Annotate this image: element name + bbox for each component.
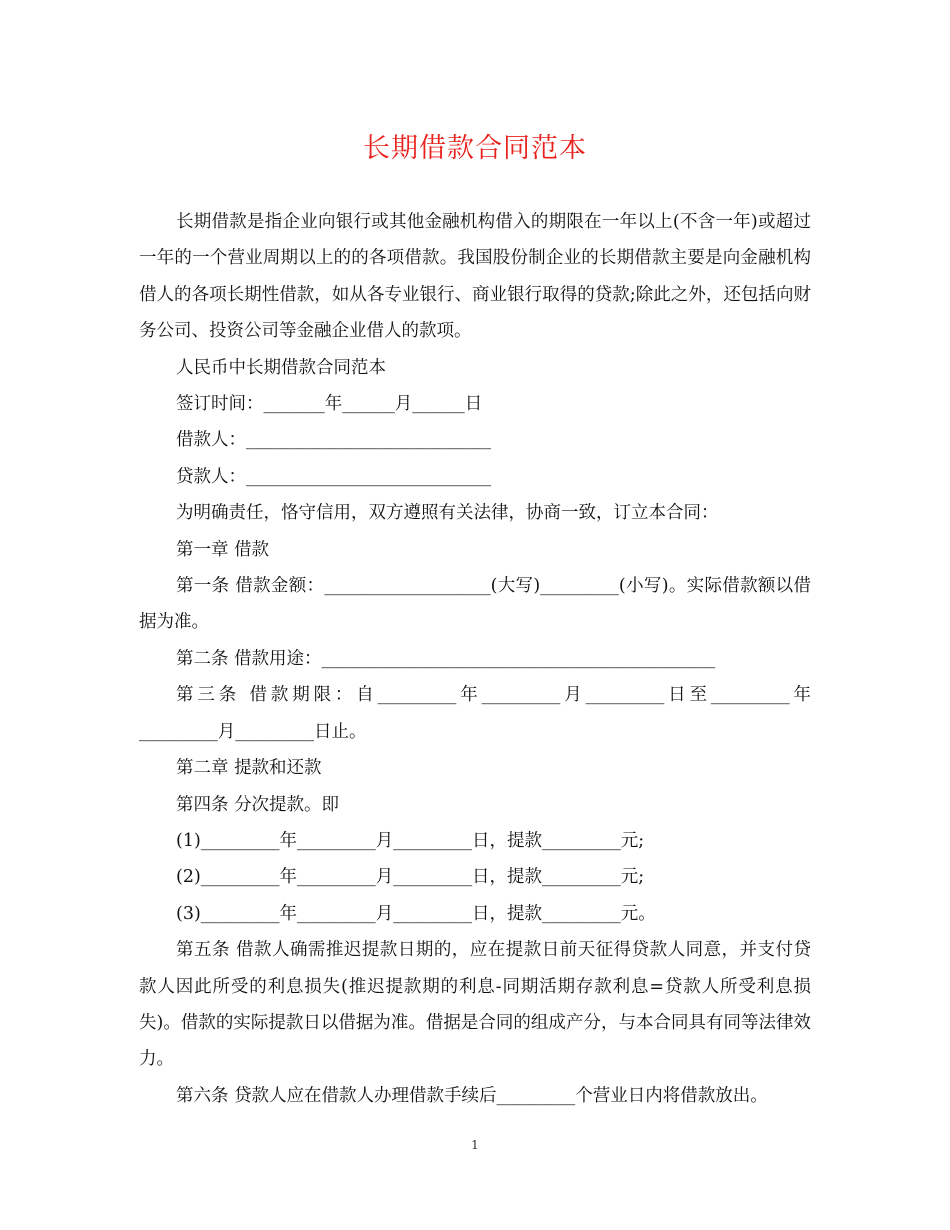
withdrawal-item-1: (1)_________年_________月_________日，提款_________元; [176,830,645,851]
borrower-line: 借款人：____________________________ [176,430,491,451]
article-1: 第一条 借款金额：___________________(大写)_________(小写)。实际借款额以借据为准。 [139,576,811,633]
chapter-2-heading: 第二章 提款和还款 [176,758,322,779]
withdrawal-item-2: (2)_________年_________月_________日，提款_________元; [176,867,645,888]
lender-line: 贷款人：____________________________ [176,466,491,487]
signing-date-line: 签订时间：_______年______月______日 [176,394,483,415]
withdrawal-item-3: (3)_________年_________月_________日，提款_________元。 [176,903,656,924]
page-number: 1 [471,1138,479,1152]
preamble: 为明确责任，恪守信用，双方遵照有关法律，协商一致，订立本合同： [176,503,719,524]
article-2: 第二条 借款用途：_____________________________________________ [176,648,716,669]
document-body [139,204,811,1114]
contract-name: 人民币中长期借款合同范本 [176,357,386,378]
chapter-1-heading: 第一章 借款 [176,539,270,560]
article-6: 第六条 贷款人应在借款人办理借款手续后_________个营业日内将借款放出。 [176,1085,768,1106]
article-4: 第四条 分次提款。即 [176,794,340,815]
intro-paragraph: 长期借款是指企业向银行或其他金融机构借入的期限在一年以上(不含一年)或超过一年的一个营业周期以上的的各项借款。我国股份制企业的长期借款主要是向金融机构借人的各项长期性借款，如从各专业银行、商业银行取得的贷款;除此之外，还包括向财务公司、投资公司等金融企业借人的款项。 [139,212,811,342]
article-3: 第三条 借款期限：自_________年_________月_________日至_________年_________月_________日止。 [139,685,811,742]
article-5: 第五条 借款人确需推迟提款日期的，应在提款日前天征得贷款人同意，并支付贷款人因此所受的利息损失(推迟提款期的利息-同期活期存款利息=贷款人所受利息损失)。借款的实际提款日以借据为准。借据是合同的组成产分，与本合同具有同等法律效力。 [139,940,811,1070]
document-title: 长期借款合同范本 [363,133,587,164]
